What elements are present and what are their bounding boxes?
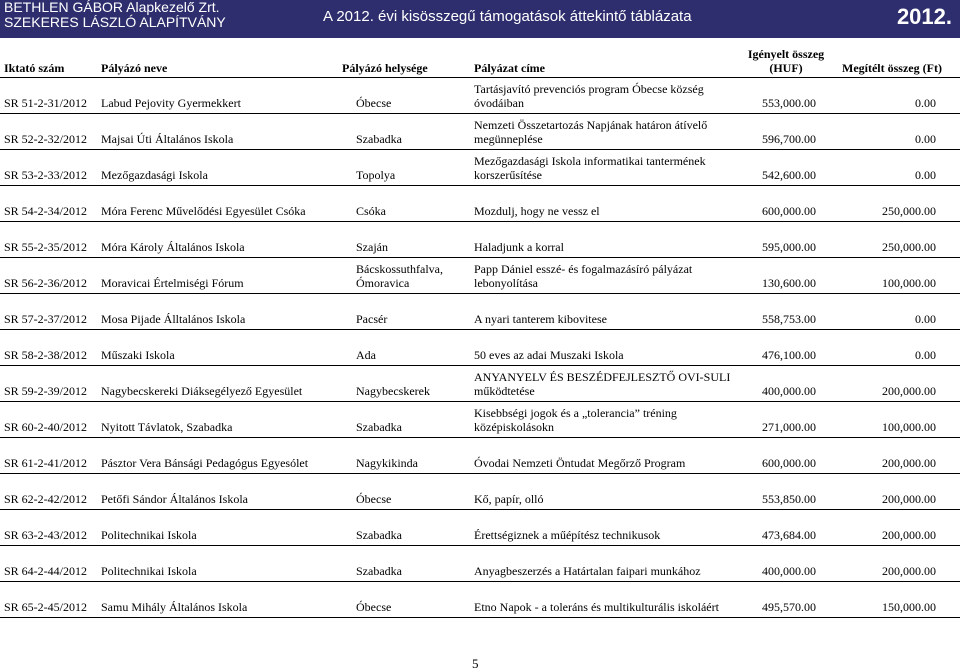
- row-place: Szabadka: [356, 528, 402, 542]
- row-divider: [0, 221, 960, 222]
- row-title: ANYANYELV ÉS BESZÉDFEJLESZTŐ OVI-SULI: [474, 370, 731, 384]
- row-place: Szabadka: [356, 132, 402, 146]
- row-id: SR 63-2-43/2012: [4, 528, 88, 542]
- row-requested-amount: 558,753.00: [762, 312, 816, 326]
- row-applicant-name: Moravicai Értelmiségi Fórum: [101, 276, 244, 290]
- row-granted-amount: 0.00: [915, 348, 936, 362]
- row-place: Topolya: [356, 168, 396, 182]
- row-granted-amount: 0.00: [915, 132, 936, 146]
- row-id: SR 56-2-36/2012: [4, 276, 88, 290]
- row-id: SR 58-2-38/2012: [4, 348, 88, 362]
- row-requested-amount: 495,570.00: [762, 600, 816, 614]
- row-divider: [0, 293, 960, 294]
- row-applicant-name: Samu Mihály Általános Iskola: [101, 600, 248, 614]
- row-applicant-name: Majsai Úti Általános Iskola: [101, 132, 234, 146]
- row-requested-amount: 476,100.00: [762, 348, 816, 362]
- col-header-title: Pályázat címe: [474, 61, 545, 75]
- col-header-requested-line1: Igényelt összeg: [747, 47, 825, 61]
- row-title: Etno Napok - a toleráns és multikulturális iskoláért: [474, 600, 719, 614]
- row-divider: [0, 185, 960, 186]
- row-applicant-name: Politechnikai Iskola: [101, 528, 197, 542]
- row-title: Tartásjavító prevenciós program Óbecse község: [474, 82, 704, 96]
- row-granted-amount: 100,000.00: [882, 276, 936, 290]
- row-applicant-name: Nagybecskereki Diáksegélyező Egyesület: [101, 384, 303, 398]
- row-applicant-name: Móra Károly Általános Iskola: [101, 240, 245, 254]
- row-divider: [0, 329, 960, 330]
- row-title: Papp Dániel esszé- és fogalmazásíró pályázat: [474, 262, 693, 276]
- row-id: SR 55-2-35/2012: [4, 240, 88, 254]
- row-title: Óvodai Nemzeti Öntudat Megőrző Program: [474, 456, 686, 470]
- row-applicant-name: Műszaki Iskola: [101, 348, 175, 362]
- row-requested-amount: 600,000.00: [762, 204, 816, 218]
- row-requested-amount: 542,600.00: [762, 168, 816, 182]
- row-requested-amount: 473,684.00: [762, 528, 816, 542]
- row-requested-amount: 595,000.00: [762, 240, 816, 254]
- page-header: [0, 0, 960, 38]
- row-place: Ada: [356, 348, 376, 362]
- row-title: Kő, papír, olló: [474, 492, 544, 506]
- row-place-line2: Ómoravica: [356, 276, 410, 290]
- row-id: SR 59-2-39/2012: [4, 384, 88, 398]
- row-divider: [0, 149, 960, 150]
- row-title-line2: lebonyolítása: [474, 276, 538, 290]
- row-applicant-name: Móra Ferenc Művelődési Egyesület Csóka: [101, 204, 306, 218]
- row-place: Szabadka: [356, 420, 402, 434]
- row-applicant-name: Mosa Pijade Álltalános Iskola: [101, 312, 246, 326]
- row-place: Óbecse: [356, 492, 392, 506]
- row-place: Pacsér: [356, 312, 388, 326]
- row-divider: [0, 257, 960, 258]
- col-header-place: Pályázó helysége: [342, 61, 428, 75]
- col-header-name: Pályázó neve: [101, 61, 168, 75]
- row-granted-amount: 0.00: [915, 96, 936, 110]
- row-place: Bácskossuthfalva,: [356, 262, 443, 276]
- row-divider: [0, 581, 960, 582]
- page-number: 5: [472, 656, 479, 671]
- row-applicant-name: Labud Pejovity Gyermekkert: [101, 96, 241, 110]
- row-title: A nyari tanterem kibovitese: [474, 312, 607, 326]
- row-divider: [0, 473, 960, 474]
- row-title: Kisebbségi jogok és a „tolerancia” tréning: [474, 406, 677, 420]
- row-divider: [0, 401, 960, 402]
- row-applicant-name: Politechnikai Iskola: [101, 564, 197, 578]
- row-title: Érettségiznek a műépítész technikusok: [474, 528, 661, 542]
- row-id: SR 62-2-42/2012: [4, 492, 88, 506]
- col-header-requested-line2: (HUF): [769, 61, 803, 75]
- row-title-line2: megünneplése: [474, 132, 543, 146]
- row-title: Nemzeti Összetartozás Napjának határon átívelő: [474, 118, 708, 132]
- row-id: SR 61-2-41/2012: [4, 456, 88, 470]
- row-granted-amount: 200,000.00: [882, 384, 936, 398]
- row-granted-amount: 200,000.00: [882, 456, 936, 470]
- row-title: Mezőgazdasági Iskola informatikai tantermének: [474, 154, 706, 168]
- header-year: 2012.: [896, 4, 952, 29]
- row-place: Szabadka: [356, 564, 402, 578]
- row-requested-amount: 553,000.00: [762, 96, 816, 110]
- row-requested-amount: 553,850.00: [762, 492, 816, 506]
- row-requested-amount: 600,000.00: [762, 456, 816, 470]
- row-requested-amount: 400,000.00: [762, 564, 816, 578]
- row-applicant-name: Petőfi Sándor Általános Iskola: [101, 492, 248, 506]
- row-divider: [0, 509, 960, 510]
- row-granted-amount: 100,000.00: [882, 420, 936, 434]
- col-header-id: Iktató szám: [4, 61, 65, 75]
- row-granted-amount: 150,000.00: [882, 600, 936, 614]
- row-applicant-name: Pásztor Vera Bánsági Pedagógus Egyesólet: [101, 456, 309, 470]
- row-granted-amount: 0.00: [915, 312, 936, 326]
- org-name-line1: BETHLEN GÁBOR Alapkezelő Zrt.: [4, 0, 220, 15]
- row-divider: [0, 545, 960, 546]
- row-place: Nagykikinda: [356, 456, 418, 470]
- row-id: SR 52-2-32/2012: [4, 132, 88, 146]
- row-title-line2: működtetése: [474, 384, 535, 398]
- row-granted-amount: 200,000.00: [882, 564, 936, 578]
- row-place: Óbecse: [356, 600, 392, 614]
- row-id: SR 57-2-37/2012: [4, 312, 88, 326]
- row-granted-amount: 0.00: [915, 168, 936, 182]
- col-header-granted: Megítélt összeg (Ft): [842, 61, 942, 75]
- row-applicant-name: Nyitott Távlatok, Szabadka: [101, 420, 233, 434]
- row-place: Csóka: [356, 204, 386, 218]
- row-divider: [0, 77, 960, 78]
- row-title-line2: középiskolásokn: [474, 420, 554, 434]
- row-divider: [0, 113, 960, 114]
- row-place: Szaján: [356, 240, 388, 254]
- row-granted-amount: 200,000.00: [882, 492, 936, 506]
- row-id: SR 53-2-33/2012: [4, 168, 88, 182]
- row-id: SR 60-2-40/2012: [4, 420, 88, 434]
- org-name-line2: SZEKERES LÁSZLÓ ALAPÍTVÁNY: [4, 14, 226, 30]
- page-title: A 2012. évi kisösszegű támogatások áttekintő táblázata: [323, 8, 692, 25]
- row-title: Haladjunk a korral: [474, 240, 564, 254]
- row-title-line2: korszerűsítése: [474, 168, 542, 182]
- row-granted-amount: 200,000.00: [882, 528, 936, 542]
- row-requested-amount: 271,000.00: [762, 420, 816, 434]
- row-requested-amount: 130,600.00: [762, 276, 816, 290]
- row-place: Óbecse: [356, 96, 392, 110]
- row-requested-amount: 400,000.00: [762, 384, 816, 398]
- row-title: Mozdulj, hogy ne vessz el: [474, 204, 600, 218]
- row-id: SR 51-2-31/2012: [4, 96, 88, 110]
- row-granted-amount: 250,000.00: [882, 240, 936, 254]
- row-title: Anyagbeszerzés a Határtalan faipari munkához: [474, 564, 701, 578]
- row-title-line2: óvodáiban: [474, 96, 524, 110]
- row-applicant-name: Mezőgazdasági Iskola: [101, 168, 208, 182]
- row-granted-amount: 250,000.00: [882, 204, 936, 218]
- row-divider: [0, 365, 960, 366]
- row-requested-amount: 596,700.00: [762, 132, 816, 146]
- row-id: SR 64-2-44/2012: [4, 564, 88, 578]
- row-divider: [0, 437, 960, 438]
- row-id: SR 65-2-45/2012: [4, 600, 88, 614]
- row-id: SR 54-2-34/2012: [4, 204, 88, 218]
- row-place: Nagybecskerek: [356, 384, 430, 398]
- row-title: 50 eves az adai Muszaki Iskola: [474, 348, 624, 362]
- row-divider: [0, 617, 960, 618]
